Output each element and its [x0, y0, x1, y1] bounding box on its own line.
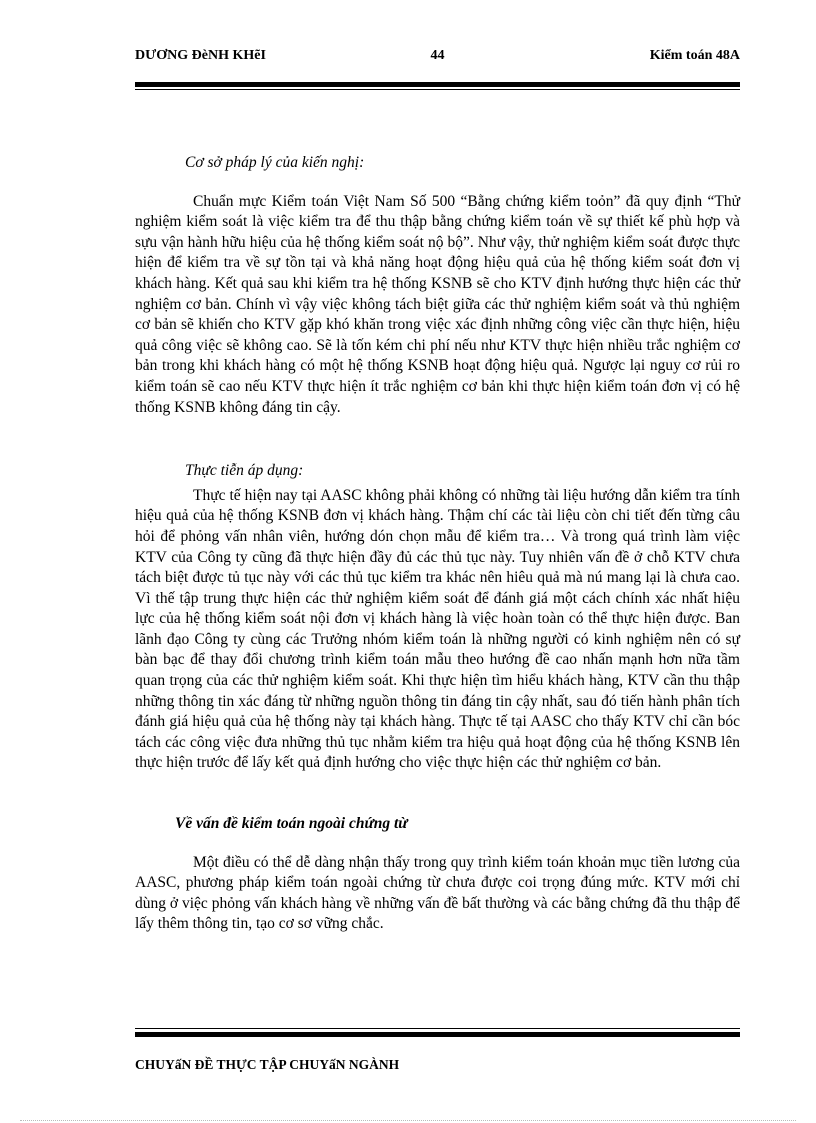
section-paragraph-external-audit: Một điều có thể dễ dàng nhận thấy trong quy trình kiểm toán khoản mục tiền lương của AASC, phương pháp kiểm toán ngoài chứng từ chưa được coi trọng đúng mức. KTV mới chỉ dùng ở việc phỏng vấn khách hàng về những vấn đề bất thường và các bằng chứng đã thu thập để lấy thêm thông tin, tạo cơ sơ vững chắc.: [135, 853, 740, 933]
footer-title: CHUYấN ĐỀ THỰC TẬP CHUYấN NGÀNH: [135, 1057, 400, 1072]
section-heading-external-audit: Về vấn đề kiểm toán ngoài chứng từ: [175, 815, 408, 833]
section-paragraph-practice: Thực tế hiện nay tại AASC không phải không có những tài liệu hướng dẫn kiểm tra tính hiệu quả của hệ thống KSNB đơn vị khách hàng. Thậm chí các tài liệu còn chi tiết đến từng câu hỏi để phỏng vấn nhân viên, hướng dón chọn mẫu để kiểm tra… Và trong quá trình làm việc KTV của Công ty cũng đã thực hiện đầy đủ các thủ tục này. Tuy nhiên vấn đề ở chỗ KTV chưa tách biệt được tủ tục này với các thủ tục kiểm tra khác nên hiêu quả mà nú mang lại là chưa cao. Vì thế tập trung thực hiện các thử nghiệm kiểm soát để đánh giá một cách chính xác nhất hiệu lực của hệ thống kiểm soát nội đơn vị khách hàng là việc hoàn toàn có thể thực hiện được. Ban lãnh đạo Công ty cùng các Trưởng nhóm kiểm toán là những người có kinh nghiệm nên có sự bàn bạc để thay đổi chương trình kiểm toán mẫu theo hướng đề cao nhấn mạnh hơn nữa tầm quan trọng của các thử nghiệm kiểm soát. Khi thực hiện tìm hiểu khách hàng, KTV cần thu thập những thông tin xác đáng từ những nguồn thông tin đáng tin cậy nhất, sau đó tiến hành phân tích đánh giá hiệu quả của hệ thống này tại khách hàng. Thực tế tại AASC cho thấy KTV chỉ cần bóc tách các công việc đưa những thủ tục nhằm kiểm tra hiệu quả hoạt động của hệ thống KSNB lên thực hiện trước để lấy kết quả định hướng cho việc thực hiện các thử nghiệm cơ bản.: [135, 486, 740, 772]
header-page-number: 44: [430, 48, 445, 63]
footer-rule-thick: [135, 1032, 740, 1037]
page-edge-divider: [20, 1120, 796, 1121]
header-class-name: Kiểm toán 48A: [649, 48, 740, 63]
footer-rule-thin: [135, 1028, 740, 1029]
section-paragraph-legal-basis: Chuẩn mực Kiểm toán Việt Nam Số 500 “Bằng chứng kiểm toỏn” đã quy định “Thử nghiệm kiểm soát là việc kiểm tra để thu thập bằng chứng kiểm toán về sự thiết kế phù hợp và sựu vận hành hữu hiệu của hệ thống kiểm soát nộ bộ”. Như vậy, thử nghiệm kiểm soát được thực hiện để kiểm tra về sự tồn tại và khả năng hoạt động hiệu quả của hệ thống kiểm soát đơn vị khách hàng. Kết quả sau khi kiểm tra hệ thống KSNB sẽ cho KTV định hướng thực hiện các thử nghiệm cơ bản. Chính vì vậy việc không tách biệt giữa các thử nghiệm kiểm soát và thủ nghiệm cơ bản sẽ khiến cho KTV gặp khó khăn trong việc xác định những công việc cần thực hiện, hiệu quả công việc sẽ không cao. Sẽ là tốn kém chi phí nếu như KTV thực hiện nhiều trắc nghiệm cơ bản trong khi khách hàng có một hệ thống KSNB hoạt động hiệu quả. Ngược lại nguy cơ rủi ro kiểm toán sẽ cao nếu KTV thực hiện ít trắc nghiệm cơ bản khi thực hiện kiểm toán đơn vị có hệ thống KSNB không đáng tin cậy.: [135, 192, 740, 416]
header-author: DƯƠNG ĐèNH KHẽI: [135, 48, 266, 63]
section-heading-legal-basis: Cơ sở pháp lý của kiến nghị:: [185, 154, 365, 171]
page-content: [135, 148, 740, 935]
header-rule-thick: [135, 82, 740, 87]
section-heading-practice: Thực tiễn áp dụng:: [185, 462, 304, 480]
page-header: [135, 48, 740, 70]
header-rule-thin: [135, 89, 740, 90]
